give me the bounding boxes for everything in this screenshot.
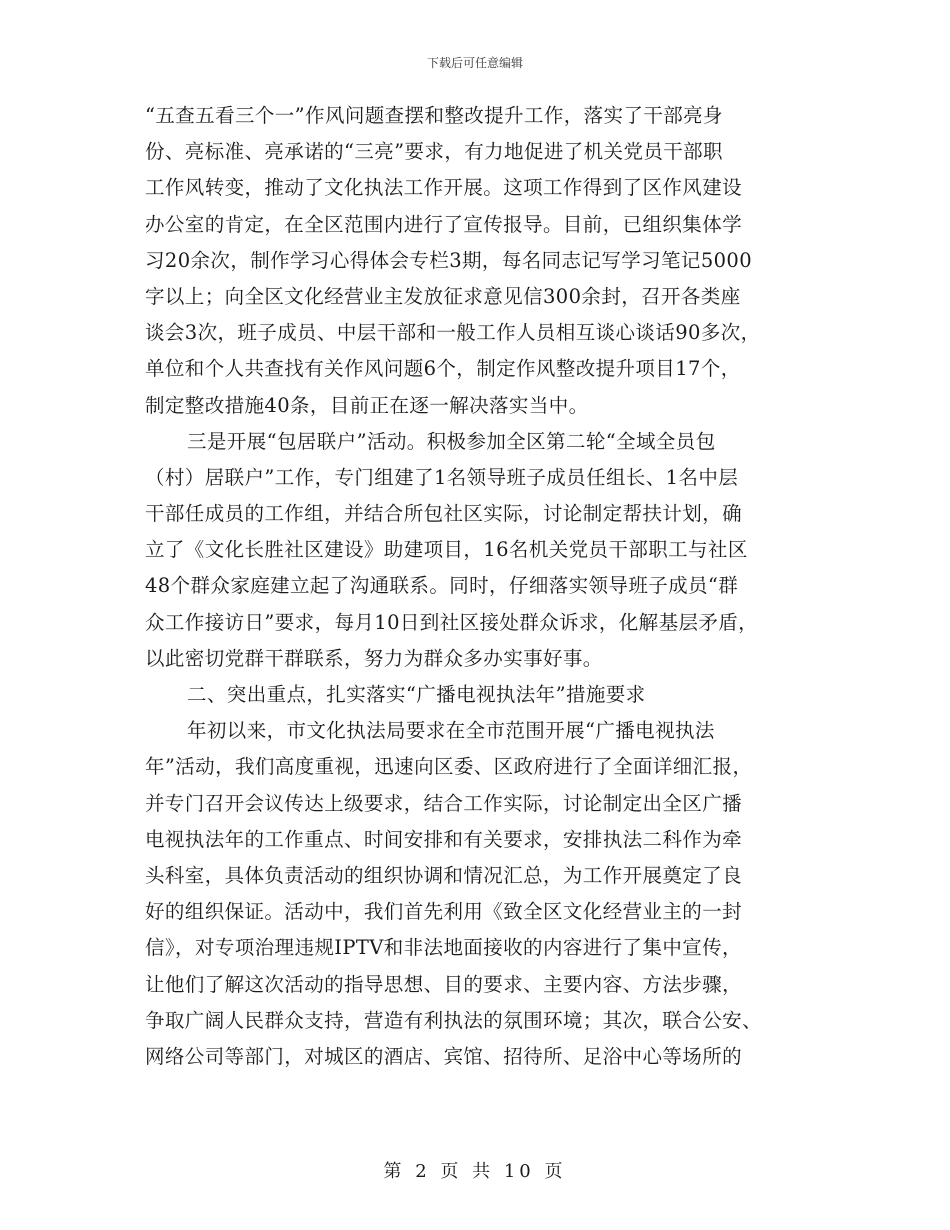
text-line: 份、亮标准、亮承诺的“三亮”要求，有力地促进了机关党员干部职 <box>145 140 723 164</box>
text-line: 干部任成员的工作组，并结合所包社区实际，讨论制定帮扶计划，确 <box>145 502 743 526</box>
section-heading: 二、突出重点，扎实落实“广播电视执法年”措施要求 <box>187 683 646 706</box>
text-line: 立了《文化长胜社区建设》助建项目，16名机关党员干部职工与社区 <box>145 538 748 562</box>
text-line: 办公室的肯定，在全区范围内进行了宣传报导。目前，已组织集体学 <box>145 212 743 236</box>
text-line: 年”活动，我们高度重视，迅速向区委、区政府进行了全面详细汇报， <box>145 755 753 779</box>
text-line: 单位和个人共查找有关作风问题6个，制定作风整改提升项目17个， <box>145 357 741 381</box>
text-line: 48个群众家庭建立起了沟通联系。同时，仔细落实领导班子成员“群 <box>145 574 739 598</box>
page-number-footer: 第 2 页 共 10 页 <box>383 1161 567 1182</box>
text-line: “五查五看三个一”作风问题查摆和整改提升工作，落实了干部亮身 <box>145 104 723 127</box>
text-line: 以此密切党群干群联系，努力为群众多办实事好事。 <box>145 646 603 670</box>
text-line: 让他们了解这次活动的指导思想、目的要求、主要内容、方法步骤， <box>145 972 743 996</box>
text-line: （村）居联户”工作，专门组建了1名领导班子成员任组长、1名中层 <box>145 465 739 489</box>
page-header: 下载后可任意编辑 <box>426 56 523 70</box>
text-line: 争取广阔人民群众支持，营造有利执法的氛围环境；其次，联合公安、 <box>145 1008 762 1032</box>
text-line: 信》，对专项治理违规IPTV和非法地面接收的内容进行了集中宣传， <box>145 936 742 960</box>
text-line: 众工作接访日”要求，每月10日到社区接处群众诉求，化解基层矛盾， <box>145 610 759 634</box>
text-line: 习20余次，制作学习心得体会专栏3期，每名同志记写学习笔记5000 <box>145 248 753 272</box>
paragraph-start-line: 三是开展“包居联户”活动。积极参加全区第二轮“全域全员包 <box>187 429 716 453</box>
text-line: 字以上；向全区文化经营业主发放征求意见信300余封，召开各类座 <box>145 284 741 308</box>
document-body <box>145 98 825 1075</box>
text-line: 并专门召开会议传达上级要求，结合工作实际，讨论制定出全区广播 <box>145 791 743 815</box>
text-line: 好的组织保证。活动中，我们首先利用《致全区文化经营业主的一封 <box>145 900 743 924</box>
text-line: 电视执法年的工作重点、时间安排和有关要求，安排执法二科作为牵 <box>145 827 743 851</box>
text-line: 网络公司等部门，对城区的酒店、宾馆、招待所、足浴中心等场所的 <box>145 1044 743 1068</box>
paragraph-start-line: 年初以来，市文化执法局要求在全市范围开展“广播电视执法 <box>187 719 715 743</box>
text-line: 谈会3次，班子成员、中层干部和一般工作人员相互谈心谈话90多次， <box>145 321 761 345</box>
text-line: 制定整改措施40条，目前正在逐一解决落实当中。 <box>145 393 589 417</box>
text-line: 头科室，具体负责活动的组织协调和情况汇总，为工作开展奠定了良 <box>145 863 743 887</box>
text-line: 工作风转变，推动了文化执法工作开展。这项工作得到了区作风建设 <box>145 176 743 200</box>
